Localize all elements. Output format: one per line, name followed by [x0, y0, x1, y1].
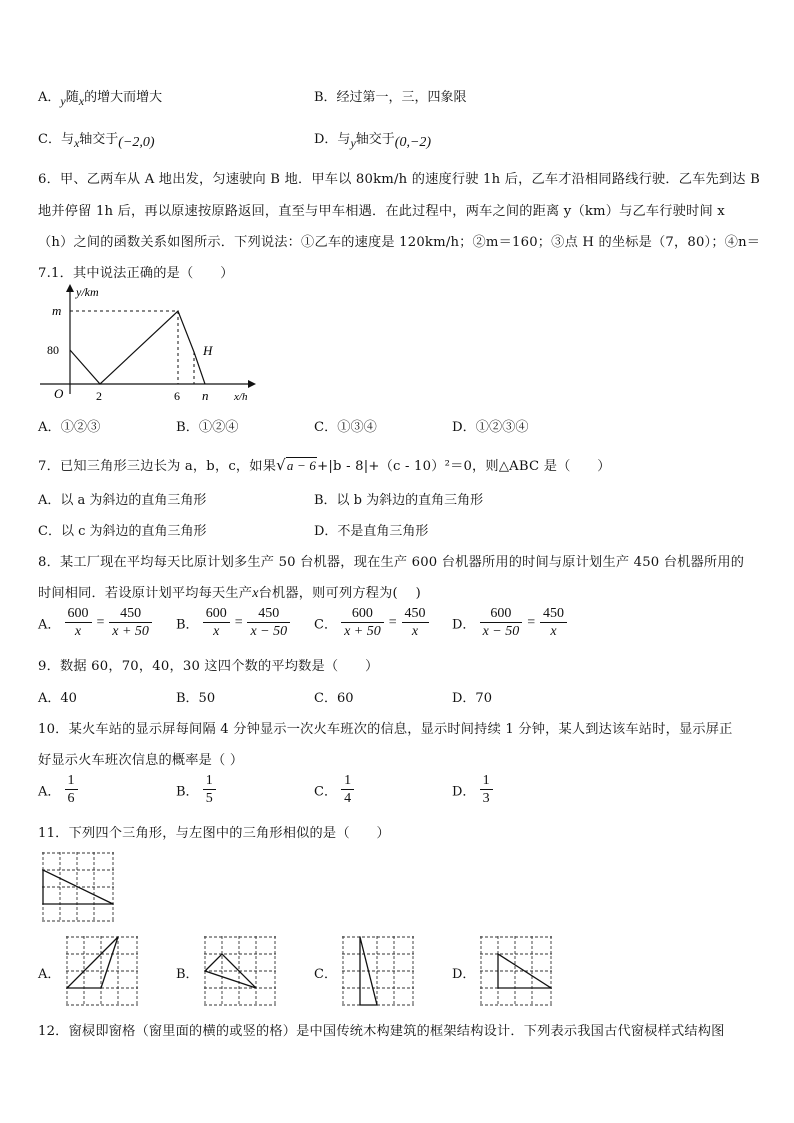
q6-stem-line1: 6．甲、乙两车从 A 地出发，匀速驶向 B 地．甲车以 80km/h 的速度行驶 1h 后，乙车才沿相同路线行驶．乙车先到达 B: [38, 172, 760, 187]
origin-label: O: [54, 386, 64, 401]
fraction: $\frac{1}{4}$: [341, 773, 354, 807]
q7-option-d: D．不是直角三角形: [314, 524, 429, 539]
q6-option-b: B．①②④: [176, 420, 239, 435]
q7-option-a: A．以 a 为斜边的直角三角形: [38, 493, 207, 508]
q11-option-b-label: B．: [176, 967, 199, 982]
q8-stem-line1: 8．某工厂现在平均每天比原计划多生产 50 台机器，现在生产 600 台机器所用的时间与原计划生产 450 台机器所用的: [38, 555, 745, 570]
q9-option-d: D．70: [452, 691, 492, 706]
q6-function-graph: [30, 282, 260, 407]
q10-stem-line2: 好显示火车班次信息的概率是（ ）: [38, 753, 244, 768]
x-axis-arrow: [248, 380, 256, 388]
q9-stem: 9．数据 60，70，40，30 这四个数的平均数是（ ）: [38, 659, 379, 674]
q11-option-a-label: A．: [38, 967, 61, 982]
x6-label: 6: [174, 389, 180, 403]
q11-reference-grid: [42, 852, 114, 922]
y-axis-arrow: [66, 284, 74, 292]
q11-option-a-grid: [66, 936, 138, 1006]
q6-option-c: C．①③④: [314, 420, 377, 435]
y80-label: 80: [47, 343, 59, 357]
q10-option-b: B． $\frac{1}{5}$: [176, 773, 216, 807]
q12-stem-line1: 12．窗棂即窗格（窗里面的横的或竖的格）是中国传统木构建筑的框架结构设计．下列表示我国古代窗棂样式结构图: [38, 1024, 725, 1039]
q11-option-c-label: C．: [314, 967, 337, 982]
q6-option-a: A．①②③: [38, 420, 101, 435]
q7-stem: 7．已知三角形三边长为 a，b，c，如果√a − 6+|b - 8|+（c - 10）²＝0，则△ABC 是（ ）: [38, 456, 611, 474]
q7-option-c: C．以 c 为斜边的直角三角形: [38, 524, 207, 539]
fraction: $\frac{1}{5}$: [203, 773, 216, 807]
q10-option-a: A． $\frac{1}{6}$: [38, 773, 78, 807]
q7-option-b: B．以 b 为斜边的直角三角形: [314, 493, 484, 508]
fraction: $\frac{600}{x - 50}$: [480, 606, 523, 640]
q11-option-d-label: D．: [452, 967, 476, 982]
q5-option-c: C．与x轴交于(−2,0): [38, 132, 155, 150]
fraction: $\frac{600}{x + 50}$: [341, 606, 384, 640]
q8-option-c: C． $\frac{600}{x + 50}$ = $\frac{450}{x}$: [314, 606, 429, 640]
q9-option-c: C．60: [314, 691, 354, 706]
option-a-triangle: [67, 937, 118, 988]
fraction: $\frac{450}{x}$: [540, 606, 567, 640]
q6-stem-line2: 地并停留 1h 后，再以原速按原路返回，直至与甲车相遇．在此过程中，两车之间的距离 y（km）与乙车行驶时间 x: [38, 204, 725, 219]
n-label: n: [202, 388, 209, 403]
x-axis-label: x/h: [234, 391, 248, 403]
fraction: $\frac{450}{x - 50}$: [247, 606, 290, 640]
q6-stem-line3: （h）之间的函数关系如图所示．下列说法：①乙车的速度是 120km/h；②m＝160；③点 H 的坐标是（7，80）；④n＝: [38, 235, 761, 250]
fraction: $\frac{1}{3}$: [480, 773, 493, 807]
q11-option-d-grid: [480, 936, 552, 1006]
sqrt-sign: √: [276, 456, 286, 474]
q8-option-a: A． $\frac{600}{x}$ = $\frac{450}{x + 50}$: [38, 606, 152, 640]
x2-label: 2: [96, 389, 102, 403]
fraction: $\frac{1}{6}$: [65, 773, 78, 807]
q11-option-c-grid: [342, 936, 414, 1006]
y-axis-label: y/km: [76, 285, 99, 299]
q11-stem: 11．下列四个三角形，与左图中的三角形相似的是（ ）: [38, 826, 390, 841]
q6-stem-line4: 7.1．其中说法正确的是（ ）: [38, 266, 234, 281]
fraction: $\frac{450}{x}$: [402, 606, 429, 640]
fraction: $\frac{600}{x}$: [65, 606, 92, 640]
m-label: m: [52, 303, 62, 318]
h-point-label: H: [203, 343, 213, 358]
q5-option-b: B．经过第一，三，四象限: [314, 90, 467, 105]
q8-stem-line2: 时间相同．若设原计划平均每天生产x台机器，则可列方程为( ): [38, 586, 421, 601]
q6-option-d: D．①②③④: [452, 420, 529, 435]
fraction: $\frac{450}{x + 50}$: [109, 606, 152, 640]
distance-polyline: [70, 311, 205, 384]
fraction: $\frac{600}{x}$: [203, 606, 230, 640]
q10-option-d: D． $\frac{1}{3}$: [452, 773, 493, 807]
q9-option-b: B．50: [176, 691, 216, 706]
q8-option-d: D． $\frac{600}{x - 50}$ = $\frac{450}{x}$: [452, 606, 567, 640]
q10-stem-line1: 10．某火车站的显示屏每间隔 4 分钟显示一次火车班次的信息，显示时间持续 1 分钟，某人到达该车站时，显示屏正: [38, 722, 733, 737]
q11-option-b-grid: [204, 936, 276, 1006]
q5-option-a: A．y随x的增大而增大: [38, 90, 163, 108]
q8-option-b: B． $\frac{600}{x}$ = $\frac{450}{x - 50}$: [176, 606, 290, 640]
q5-option-d: D．与y轴交于(0,−2): [314, 132, 432, 150]
q10-option-c: C． $\frac{1}{4}$: [314, 773, 354, 807]
q9-option-a: A．40: [38, 691, 77, 706]
